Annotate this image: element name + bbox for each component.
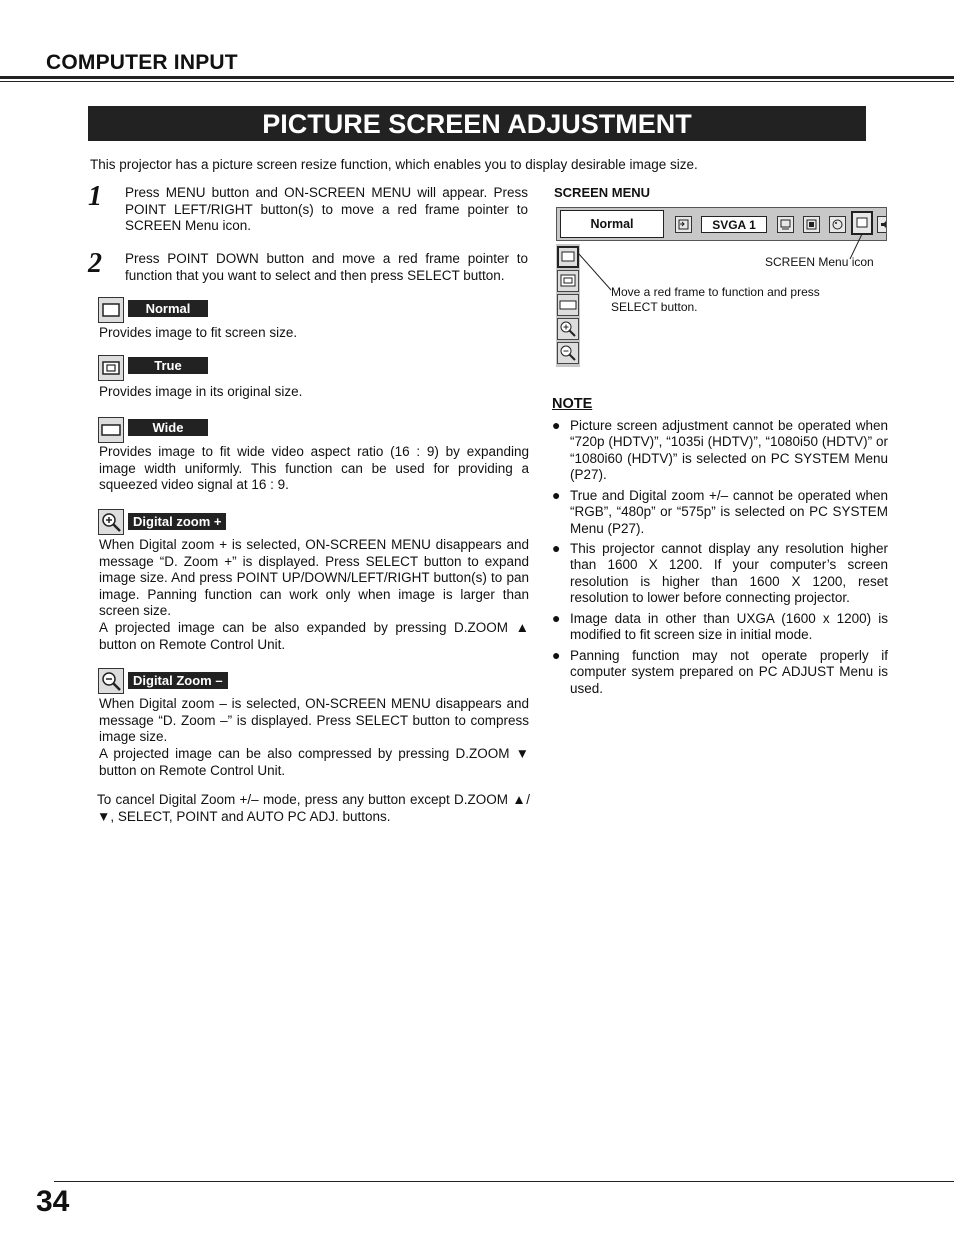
step-2-number: 2: [88, 248, 102, 279]
cancel-note: To cancel Digital Zoom +/– mode, press any button except D.ZOOM ▲/▼, SELECT, POINT and AUTO PC ADJ. buttons.: [97, 792, 530, 824]
true-screen-icon: [98, 355, 124, 381]
mode-display: Normal: [560, 210, 664, 238]
normal-label: Normal: [128, 300, 208, 317]
true-description: Provides image in its original size.: [99, 384, 303, 399]
header-rule: [0, 76, 954, 79]
screen-menu-title: SCREEN MENU: [554, 185, 651, 200]
note-bullet: ●: [552, 540, 561, 556]
note-bullet: ●: [552, 610, 561, 626]
frame-callout: Move a red frame to function and press SELECT button.: [611, 285, 820, 314]
footer-rule: [54, 1181, 954, 1182]
zoom-in-remote-note: A projected image can be also expanded by pressing D.ZOOM ▲ button on Remote Control Unit.: [99, 620, 529, 652]
zoom-in-icon: [98, 509, 124, 535]
pc-adjust-icon: [777, 216, 794, 233]
note-item-3: This projector cannot display any resolution higher than 1600 X 1200. If your computer’s screen resolution is higher than 1600 X 1200, reset resolution to lower before connecting projector.: [570, 541, 888, 605]
step-1-number: 1: [88, 181, 102, 212]
zoom-in-description: When Digital zoom + is selected, ON-SCREEN MENU disappears and message “D. Zoom +” is displayed. Press SELECT button to expand image size. And press POINT UP/DOWN/LEFT/RIGHT button(s) to pan image. Panning function can work only when image is larger than screen size.: [99, 537, 529, 619]
zoom-in-label: Digital zoom +: [128, 513, 226, 530]
zoom-out-icon: [98, 668, 124, 694]
note-bullet: ●: [552, 487, 561, 503]
page-number: 34: [36, 1185, 70, 1218]
note-item-4: Image data in other than UXGA (1600 x 1200) is modified to fit screen size in initial mode.: [570, 611, 888, 643]
zoom-out-remote-note: A projected image can be also compressed by pressing D.ZOOM ▼ button on Remote Control Unit.: [99, 746, 529, 778]
wide-label: Wide: [128, 419, 208, 436]
submenu-zoom-out-icon: [557, 342, 579, 364]
note-bullet: ●: [552, 647, 561, 663]
resolution-display: SVGA 1: [701, 216, 767, 233]
submenu-zoom-in-icon: [557, 318, 579, 340]
zoom-out-description: When Digital zoom – is selected, ON-SCREEN MENU disappears and message “D. Zoom –” is displayed. Press SELECT button to compress image size.: [99, 696, 529, 745]
note-item-5: Panning function may not operate properly if computer system prepared on PC ADJUST Menu is used.: [570, 648, 888, 696]
true-label: True: [128, 357, 208, 374]
zoom-out-label: Digital Zoom –: [128, 672, 228, 689]
note-title: NOTE: [552, 396, 593, 412]
sound-icon: [877, 216, 887, 233]
input-icon: [675, 216, 692, 233]
screen-icon-callout: SCREEN Menu icon: [765, 255, 874, 269]
normal-screen-icon: [98, 297, 124, 323]
submenu-wide-icon: [557, 294, 579, 316]
screen-menu-bar: [556, 207, 887, 241]
header-rule-thin: [0, 81, 954, 82]
step-2-text: Press POINT DOWN button and move a red frame pointer to function that you want to select and then press SELECT button.: [125, 251, 528, 283]
normal-description: Provides image to fit screen size.: [99, 325, 298, 340]
image-select-icon: [803, 216, 820, 233]
submenu-true-icon: [557, 270, 579, 292]
wide-screen-icon: [98, 417, 124, 443]
note-item-2: True and Digital zoom +/– cannot be operated when “RGB”, “480p” or “575p” is selected on PC SYSTEM Menu (P27).: [570, 488, 888, 536]
note-item-1: Picture screen adjustment cannot be operated when “720p (HDTV)”, “1035i (HDTV)”, “1080i50 (HDTV)” or “1080i60 (HDTV)” is selected on PC SYSTEM Menu (P27).: [570, 418, 888, 482]
note-bullet: ●: [552, 417, 561, 433]
wide-description: Provides image to fit wide video aspect ratio (16 : 9) by expanding image width uniformly. This function can be used for providing a squeezed video signal at 16 : 9.: [99, 444, 529, 493]
intro-text: This projector has a picture screen resize function, which enables you to display desirable image size.: [90, 157, 698, 172]
submenu-normal-icon: [557, 246, 579, 268]
step-1-text: Press MENU button and ON-SCREEN MENU will appear. Press POINT LEFT/RIGHT button(s) to move a red frame pointer to SCREEN Menu icon.: [125, 185, 528, 234]
section-title: COMPUTER INPUT: [46, 51, 238, 74]
image-adjust-icon: [829, 216, 846, 233]
page-title: PICTURE SCREEN ADJUSTMENT: [88, 106, 866, 141]
